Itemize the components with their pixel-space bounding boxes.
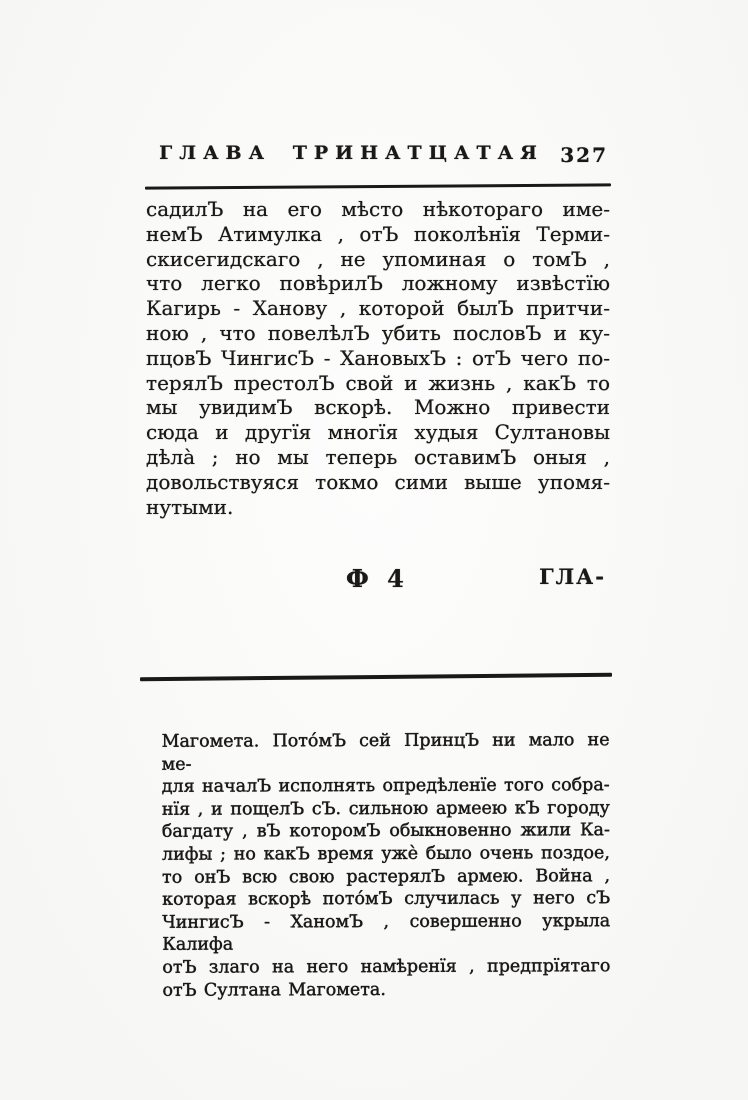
text-line: отЪ Султана Магомета.	[162, 979, 386, 1001]
lower-paragraph	[162, 729, 611, 1002]
text-line: ною , что повелѣлЪ убить пословЪ и ку-	[146, 320, 610, 345]
text-line: нїя , и пощелЪ сЪ. сильною армеею кЪ городу	[161, 797, 610, 820]
main-paragraph	[146, 197, 610, 519]
text-line: сюда и другїя многїя худыя Султановы	[146, 420, 610, 445]
text-line: немЪ Атимулка , отЪ поколѣнїя Терми-	[146, 221, 610, 246]
chapter-title: ГЛАВА ТРИНАТЦАТАЯ	[159, 142, 544, 164]
text-line: лифы ; но какЪ время ужѐ было очень поздое,	[161, 843, 610, 865]
page-number: 327	[560, 143, 608, 167]
text-line: отЪ злаго на него намѣренїя , предпрїятаго	[162, 956, 611, 978]
page-header	[145, 142, 610, 170]
text-line: багдату , вЪ которомЪ обыкновенно жили Ка-	[161, 820, 610, 843]
header-rule	[145, 183, 611, 189]
text-line: Магомета. Пото́мЪ сей ПринцЪ ни мало не ме-	[161, 730, 610, 775]
text-line: довольствуяся токмо сими выше упомя-	[146, 469, 610, 494]
text-line: мы увидимЪ вскорѣ. Можно привести	[146, 395, 610, 420]
text-line: пцовЪ ЧингисЪ - ХановыхЪ : отЪ чего по-	[146, 345, 610, 370]
section-rule	[140, 673, 612, 681]
text-line: что легко повѣрилЪ ложному извѣстїю	[146, 271, 610, 296]
text-line: скисегидскаго , не упоминая о томЪ ,	[146, 246, 610, 271]
text-line: для началЪ исполнять опредѣленїе того собра-	[161, 775, 610, 797]
signature-mark: Ф 4	[346, 564, 404, 593]
catchword: ГЛА-	[539, 564, 606, 589]
text-line: то онЪ всю свою растерялЪ армею. Война ,	[162, 865, 611, 888]
text-line: нутыми.	[146, 494, 234, 519]
text-line: садилЪ на его мѣсто нѣкотораго име-	[146, 197, 610, 221]
text-line: которая вскорѣ пото́мЪ случилась у него сЪ	[162, 888, 611, 910]
text-line: дѣла̀ ; но мы теперь оставимЪ оныя ,	[146, 444, 610, 469]
text-line: терялЪ престолЪ свой и жизнь , какЪ то	[146, 370, 610, 395]
text-line: Кагирь - Ханову , которой былЪ притчи-	[146, 296, 610, 321]
signature-row	[146, 564, 610, 600]
text-line: ЧингисЪ - ХаномЪ , совершенно укрыла Калифа	[162, 910, 611, 956]
